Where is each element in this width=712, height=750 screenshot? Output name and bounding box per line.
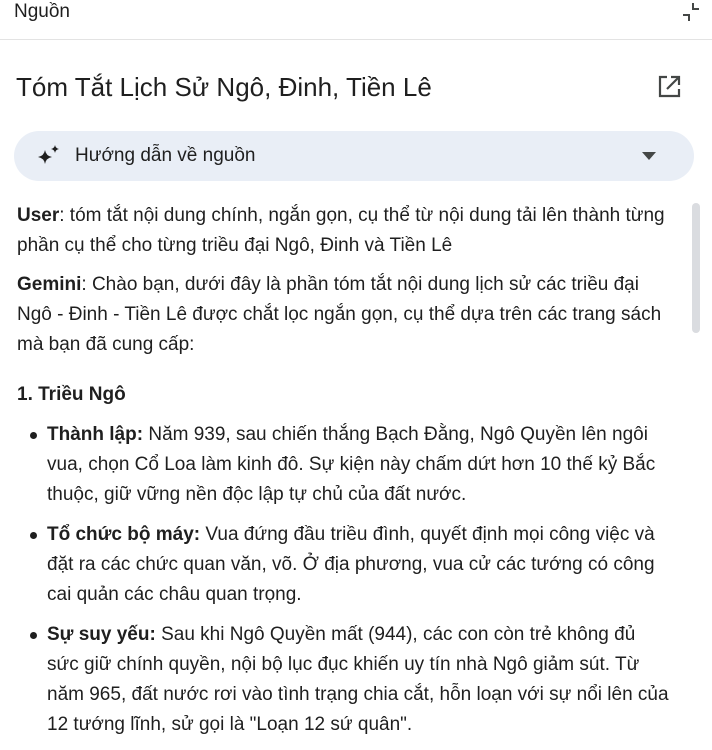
- collapse-icon[interactable]: [680, 2, 702, 22]
- user-text: : tóm tắt nội dung chính, ngắn gọn, cụ thể từ nội dung tải lên thành từng phần cụ thể cho từng triều đại Ngô, Đinh và Tiền Lê: [17, 205, 665, 256]
- bullet-dot: [30, 532, 37, 539]
- source-content: [17, 201, 669, 750]
- bullet-label: Sự suy yếu:: [47, 624, 156, 645]
- open-in-new-icon-graphic: [654, 72, 684, 102]
- bullet-dot: [30, 432, 37, 439]
- scrollbar[interactable]: [692, 203, 700, 333]
- list-item: [17, 420, 669, 510]
- user-message: [17, 201, 669, 261]
- source-guide-label: Hướng dẫn về nguồn: [75, 145, 256, 166]
- open-in-new-icon[interactable]: [654, 72, 684, 102]
- sparkle-icon: [36, 144, 62, 170]
- sparkle-icon-graphic: [36, 144, 62, 170]
- collapse-icon-graphic: [680, 2, 702, 22]
- panel-title: Nguồn: [14, 1, 70, 22]
- gemini-message: [17, 270, 669, 360]
- list-item: [17, 620, 669, 740]
- bullet-text: Sau khi Ngô Quyền mất (944), các con còn trẻ không đủ sức giữ chính quyền, nội bộ lục đục khiến uy tín nhà Ngô giảm sút. Từ năm 965, đất nước rơi vào tình trạng chia cắt, hỗn loạn với sự nổi lên của 12 tướng lĩnh, sử gọi là "Loạn 12 sứ quân".: [47, 624, 669, 735]
- dropdown-arrow-icon: [640, 149, 658, 163]
- source-title: Tóm Tắt Lịch Sử Ngô, Đinh, Tiền Lê: [16, 72, 432, 102]
- section-heading: 1. Triều Ngô: [17, 384, 126, 405]
- panel-header: [0, 0, 712, 40]
- bullet-text: Năm 939, sau chiến thắng Bạch Đằng, Ngô Quyền lên ngôi vua, chọn Cổ Loa làm kinh đô. Sự kiện này chấm dứt hơn 10 thế kỷ Bắc thuộc, giữ vững nền độc lập tự chủ của đất nước.: [47, 424, 656, 505]
- bullet-label: Tổ chức bộ máy:: [47, 524, 201, 545]
- bullet-text: Vua đứng đầu triều đình, quyết định mọi công việc và đặt ra các chức quan văn, võ. Ở địa phương, vua cử các tướng có công cai quản các châu quan trọng.: [47, 524, 655, 605]
- bullet-label: Thành lập:: [47, 424, 144, 445]
- user-label: User: [17, 205, 60, 226]
- bullet-dot: [30, 632, 37, 639]
- gemini-text: : Chào bạn, dưới đây là phần tóm tắt nội dung lịch sử các triều đại Ngô - Đinh - Tiền Lê được chắt lọc ngắn gọn, cụ thể dựa trên các trang sách mà bạn đã cung cấp:: [17, 274, 662, 355]
- bullet-list: [17, 420, 669, 740]
- source-guide-dropdown[interactable]: [14, 131, 694, 181]
- dropdown-arrow-icon-graphic: [640, 149, 658, 163]
- gemini-label: Gemini: [17, 274, 82, 295]
- list-item: [17, 520, 669, 610]
